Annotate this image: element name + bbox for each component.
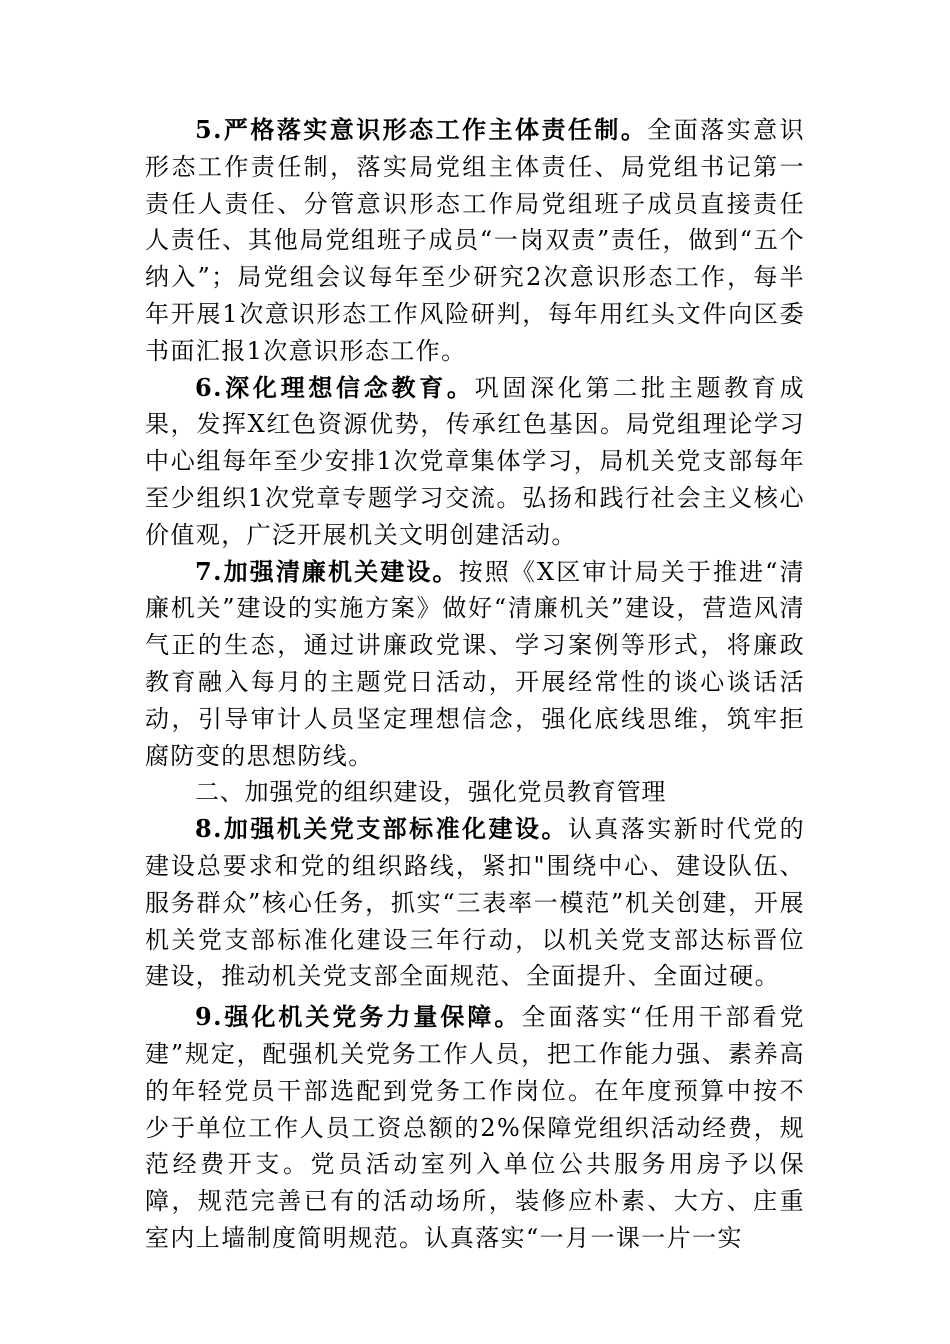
document-body: [145, 112, 805, 1257]
paragraph-8: [145, 811, 805, 995]
paragraph-6: [145, 370, 805, 554]
paragraph-6-lead: 6.深化理想信念教育。: [195, 372, 475, 402]
paragraph-5-lead: 5.严格落实意识形态工作主体责任制。: [195, 115, 648, 144]
paragraph-5: [145, 112, 805, 370]
section-heading: 二、加强党的组织建设，强化党员教育管理: [195, 778, 667, 807]
paragraph-7-lead: 7.加强清廉机关建设。: [195, 556, 459, 586]
paragraph-6-text: 巩固深化第二批主题教育成果，发挥X红色资源优势，传承红色基因。局党组理论学习中心组每年至少安排1次党章集体学习，局机关党支部每年至少组织1次党章专题学习交流。弘扬和践行社会主义核心价值观，广泛开展机关文明创建活动。: [145, 373, 805, 549]
paragraph-8-lead: 8.加强机关党支部标准化建设。: [195, 814, 568, 844]
paragraph-8-text: 认真落实新时代党的建设总要求和党的组织路线，紧扣"围绕中心、建设队伍、服务群众”核心任务，抓实“三表率一模范”机关创建，开展机关党支部标准化建设三年行动，以机关党支部达标晋位建设，推动机关党支部全面规范、全面提升、全面过硬。: [145, 815, 805, 991]
paragraph-7-text: 按照《X区审计局关于推进“清廉机关”建设的实施方案》做好“清廉机关”建设，营造风清气正的生态，通过讲廉政党课、学习案例等形式，将廉政教育融入每月的主题党日活动，开展经常性的谈心谈话活动，引导审计人员坚定理想信念，强化底线思维，筑牢拒腐防变的思想防线。: [145, 557, 805, 770]
paragraph-9-lead: 9.强化机关党务力量保障。: [195, 1002, 522, 1032]
paragraph-9-text: 全面落实“任用干部看党建”规定，配强机关党务工作人员，把工作能力强、素养高的年轻党员干部选配到党务工作岗位。在年度预算中按不少于单位工作人员工资总额的2%保障党组织活动经费，规范经费开支。党员活动室列入单位公共服务用房予以保障，规范完善已有的活动场所，装修应朴素、大方、庄重室内上墙制度简明规范。认真落实“一月一课一片一实: [145, 1003, 805, 1252]
paragraph-7: [145, 554, 805, 775]
paragraph-9: [145, 999, 805, 1257]
paragraph-5-text: 全面落实意识形态工作责任制，落实局党组主体责任、局党组书记第一责任人责任、分管意识形态工作局党组班子成员直接责任人责任、其他局党组班子成员“一岗双责”责任，做到“五个纳入”；局党组会议每年至少研究2次意识形态工作，每半年开展1次意识形态工作风险研判，每年用红头文件向区委书面汇报1次意识形态工作。: [145, 116, 805, 365]
